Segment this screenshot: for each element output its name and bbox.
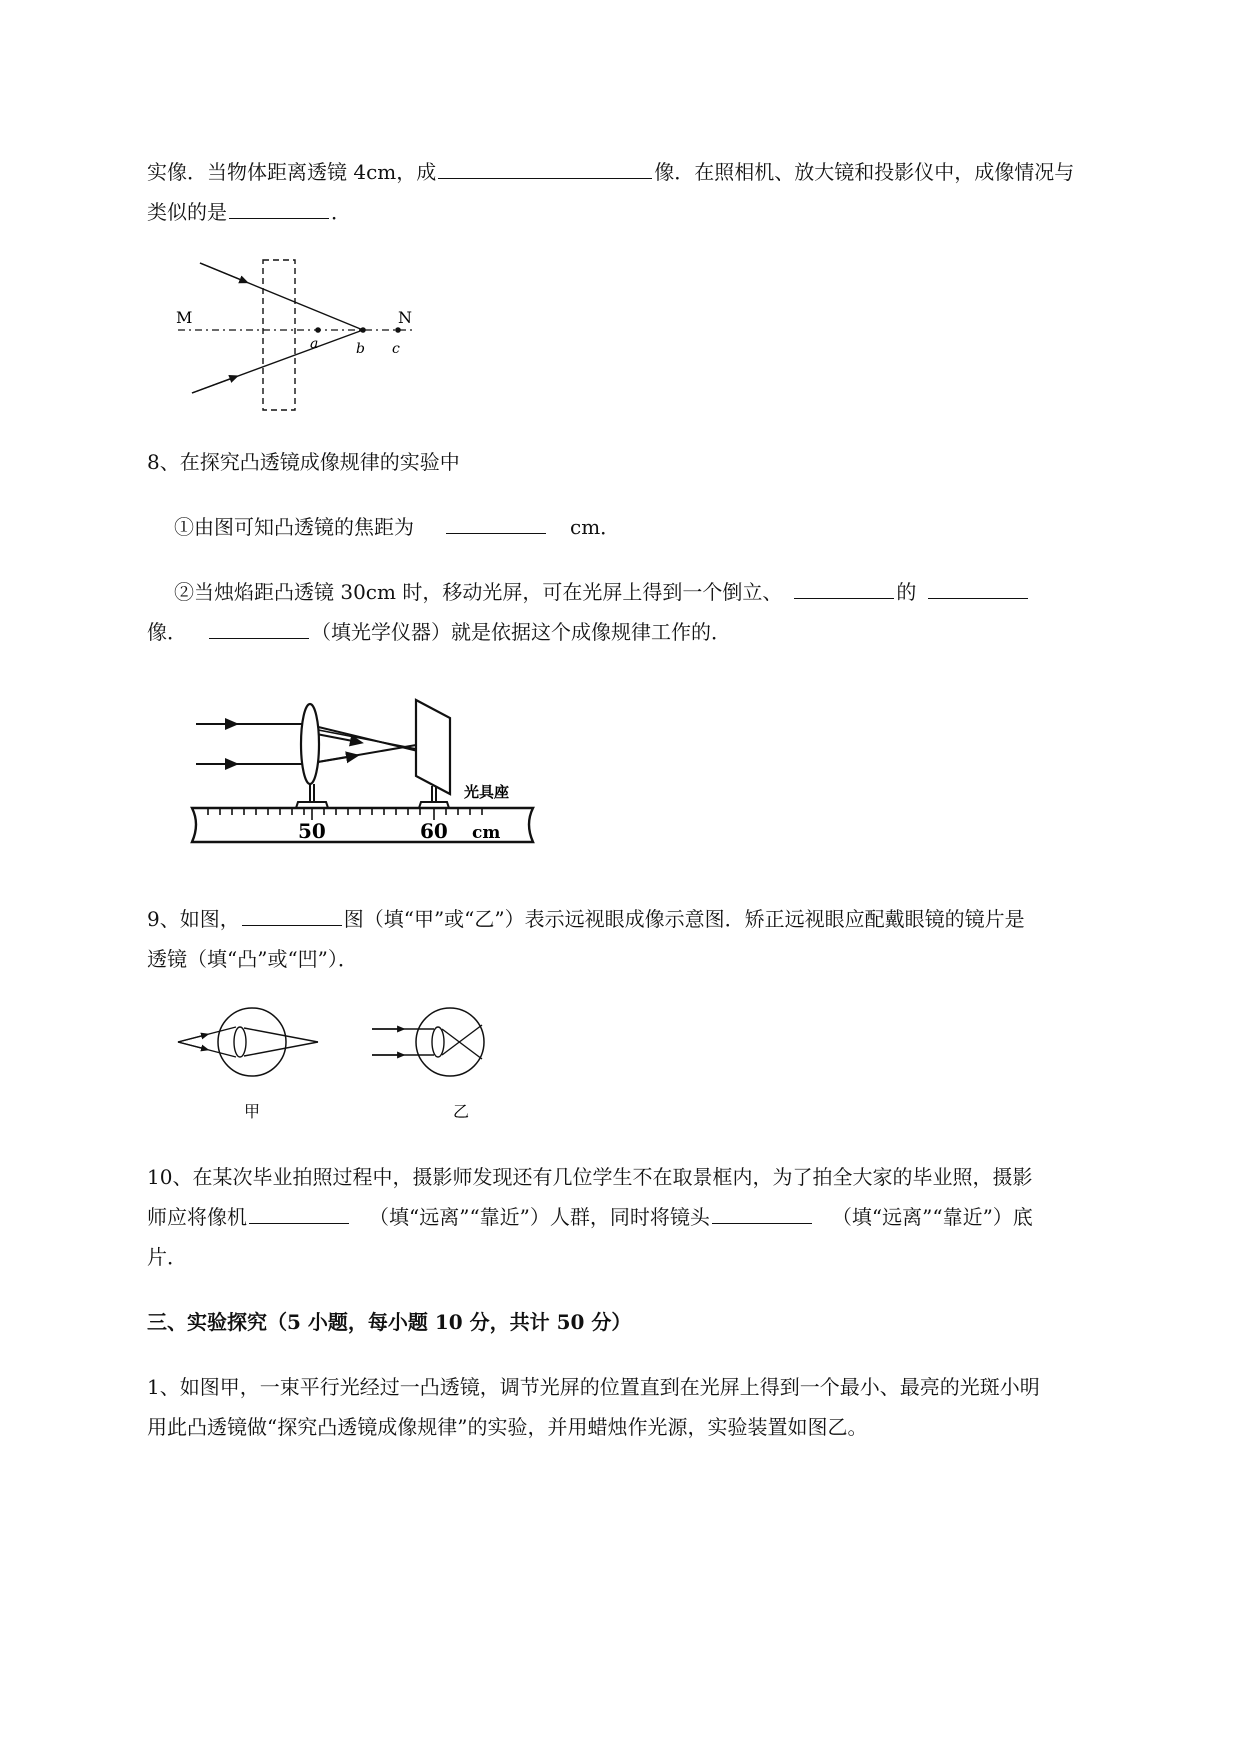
q8-optical-bench-diagram [188, 690, 538, 865]
q9-text-1a: 9、如图， [147, 907, 240, 931]
q7-text-2a: 类似的是 [147, 200, 227, 224]
q9-line-1 [147, 905, 1147, 933]
q8-tick-50: 50 [298, 819, 326, 843]
q9-eye-yi [372, 1008, 484, 1076]
q8-sub2-text-c: 像． [147, 620, 187, 644]
q8-sub-1 [174, 513, 1174, 541]
q8-sub1-text-b: cm． [570, 515, 621, 539]
q8-title [147, 448, 1147, 476]
q8-sub-2-cont [147, 618, 1147, 646]
q7-lens-diagram [170, 255, 430, 415]
q10-blank-2 [712, 1203, 812, 1224]
q8-blank-1 [446, 513, 546, 534]
q10-text-2b: （填“远离”“靠近”）人群，同时将镜头 [369, 1205, 710, 1229]
q10-text-3: 片． [147, 1245, 187, 1269]
q9-line-2 [147, 945, 1147, 973]
q7-blank-1 [438, 158, 652, 179]
q7-line-1 [147, 158, 1147, 186]
q10-text-1: 10、在某次毕业拍照过程中，摄影师发现还有几位学生不在取景框内，为了拍全大家的毕业照，摄影 [147, 1165, 1033, 1189]
q8-blank-2 [794, 578, 894, 599]
q8-blank-4 [209, 618, 309, 639]
q8-sub-2 [174, 578, 1174, 606]
e1-text-2: 用此凸透镜做“探究凸透镜成像规律”的实验，并用蜡烛作光源，实验装置如图乙。 [147, 1415, 868, 1439]
q7-label-c: c [392, 341, 400, 357]
q7-label-m: M [176, 308, 193, 327]
q7-point-b [360, 327, 366, 333]
section3-heading-text: 三、实验探究（5 小题，每小题 10 分，共计 50 分） [147, 1310, 632, 1334]
q10-line-1 [147, 1163, 1147, 1191]
e1-line-1 [147, 1373, 1147, 1401]
q10-text-2a: 师应将像机 [147, 1205, 247, 1229]
q7-text-2b: ． [331, 200, 351, 224]
q8-unit: cm [472, 823, 501, 843]
q7-line-2 [147, 198, 1147, 226]
q7-label-b: b [356, 341, 365, 357]
q7-text-1b: 像．在照相机、放大镜和投影仪中，成像情况与 [654, 160, 1075, 184]
q10-text-2c: （填“远离”“靠近”）底 [831, 1205, 1033, 1229]
q8-title-text: 8、在探究凸透镜成像规律的实验中 [147, 450, 460, 474]
q9-text-1b: 图（填“甲”或“乙”）表示远视眼成像示意图．矫正远视眼应配戴眼镜的镜片是 [343, 907, 1025, 931]
q7-blank-2 [229, 198, 329, 219]
q8-sub2-text-a: ②当烛焰距凸透镜 30cm 时，移动光屏，可在光屏上得到一个倒立、 [174, 580, 783, 604]
q9-eye-jia [178, 1008, 318, 1076]
q9-text-2: 透镜（填“凸”或“凹”）． [147, 947, 358, 971]
q8-blank-3 [928, 578, 1028, 599]
q8-tick-60: 60 [420, 819, 448, 843]
e1-line-2 [147, 1413, 1147, 1441]
e1-text-1: 1、如图甲，一束平行光经过一凸透镜，调节光屏的位置直到在光屏上得到一个最小、最亮的光斑小明 [147, 1375, 1040, 1399]
q10-blank-1 [249, 1203, 349, 1224]
q7-label-a: a [310, 336, 319, 352]
q10-line-3 [147, 1243, 1147, 1271]
section3-heading [147, 1308, 1147, 1336]
q8-light-screen [416, 700, 450, 794]
q8-sub2-text-d: （填光学仪器）就是依据这个成像规律工作的． [311, 620, 731, 644]
q7-lens-box [263, 260, 295, 410]
q9-eye-diagrams [170, 1005, 520, 1130]
q7-point-c [395, 327, 401, 333]
q9-label-jia: 甲 [244, 1102, 261, 1121]
q7-text-1a: 实像．当物体距离透镜 4cm，成 [147, 160, 437, 184]
q9-label-yi: 乙 [453, 1102, 470, 1121]
q9-blank-1 [242, 905, 342, 926]
q8-sub1-text-a: ①由图可知凸透镜的焦距为 [174, 515, 414, 539]
q7-label-n: N [398, 308, 412, 327]
q8-sub2-text-b: 的 [896, 580, 917, 604]
q10-line-2 [147, 1203, 1147, 1231]
q8-label-base: 光具座 [464, 783, 510, 801]
q7-point-a [315, 327, 321, 333]
q8-convex-lens [301, 704, 319, 784]
